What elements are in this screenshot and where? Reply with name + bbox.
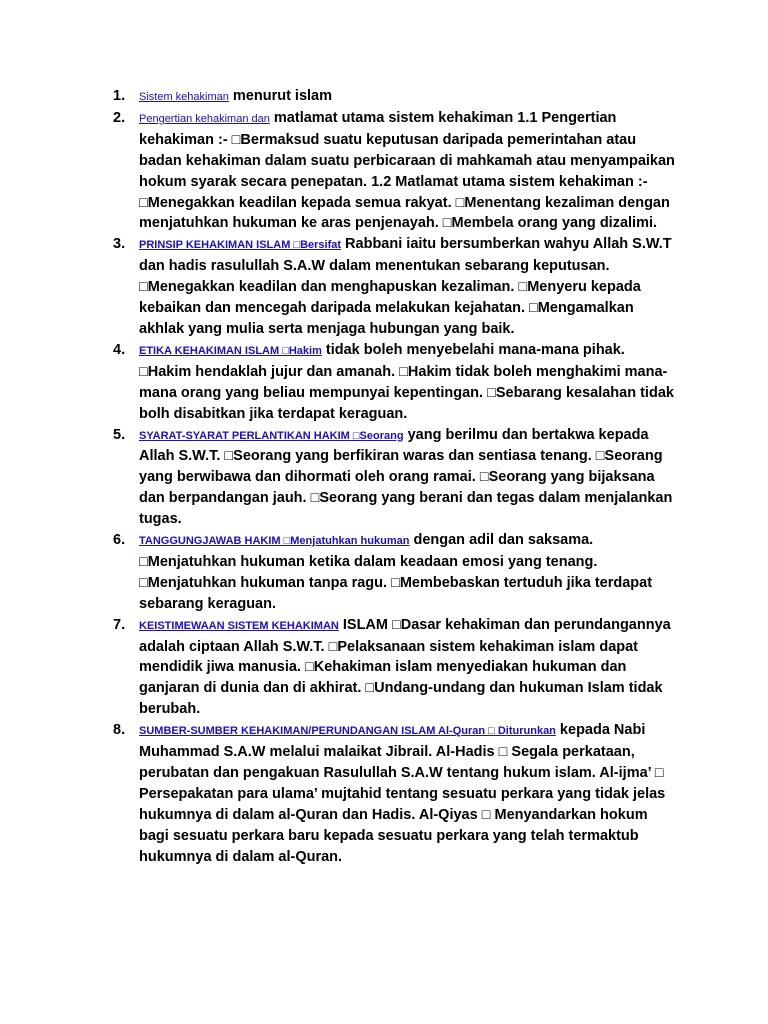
list-item-text: Rabbani iaitu bersumberkan wahyu Allah S.W.T dan hadis rasulullah S.A.W dalam menentukan sebarang keputusan. □Menegakkan keadilan dan menghapuskan kezaliman. □Menyeru kepada kebaikan dan mencegah daripada melakukan kejahatan. □Mengamalkan akhlak yang mulia serta menjaga hubungan yang baik. [139,236,672,337]
list-number: 2. [113,109,126,126]
list-number: 3. [113,236,126,253]
list-number: 8. [113,722,126,739]
list-item [0,615,768,721]
list-item [0,425,768,531]
list-number: 6. [113,532,126,549]
list-number: 1. [113,88,126,104]
link-sistem-kehakiman[interactable]: Sistem kehakiman [139,91,229,103]
document-page [0,86,768,868]
list-item-text: menurut islam [228,88,333,104]
link-sumber-kehakiman[interactable]: SUMBER-SUMBER KEHAKIMAN/PERUNDANGAN ISLAM Al-Quran □ Diturunkan [139,725,556,738]
list-item-text: yang berilmu dan bertakwa kepada Allah S.W.T. □Seorang yang berfikiran waras dan sentiasa tenang. □Seorang yang berwibawa dan dihormati oleh orang ramai. □Seorang yang bijaksana dan berpandangan jauh. □Seorang yang berani dan tegas dalam menjalankan tugas. [139,426,673,528]
list-item-text: dengan adil dan saksama. □Menjatuhkan hukuman ketika dalam keadaan emosi yang tenang. □Menjatuhkan hukuman tanpa ragu. □Membebaskan tertuduh jika terdapat sebarang keraguan. [139,532,653,612]
list-item-text: kepada Nabi Muhammad S.A.W melalui malaikat Jibrail. Al-Hadis □ Segala perkataan, perubatan dan pengakuan Rasulullah S.A.W tentang hukum islam. Al-ijma’ □ Persepakatan para ulama’ mujtahid tentang sesuatu perkara yang tidak jelas hukumnya di dalam al-Quran dan Hadis. Al-Qiyas □ Menyandarkan hokum bagi sesuatu perkara baru kepada sesuatu perkara yang telah termaktub hukumnya di dalam al-Quran. [139,722,666,865]
list-item [0,340,768,425]
link-tanggungjawab-hakim[interactable]: TANGGUNGJAWAB HAKIM □Menjatuhkan hukuman [139,535,410,548]
link-keistimewaan-sistem[interactable]: KEISTIMEWAAN SISTEM KEHAKIMAN [139,619,339,632]
list-item-text: matlamat utama sistem kehakiman 1.1 Pengertian kehakiman :- □Bermaksud suatu keputusan daripada pemerintahan atau badan kehakiman dalam suatu perbicaraan di mahkamah atau menyampaikan hokum syarak secara penepatan. 1.2 Matlamat utama sistem kehakiman :- □Menegakkan keadilan kepada semua rakyat. □Menentang kezaliman dengan menjatuhkan hukuman ke aras penjenayah. □Membela orang yang dizalimi. [139,109,675,232]
list-number: 7. [113,616,126,633]
list-item [0,108,768,234]
link-syarat-perlantikan[interactable]: SYARAT-SYARAT PERLANTIKAN HAKIM □Seorang [139,429,404,442]
list-item-text: ISLAM □Dasar kehakiman dan perundangannya adalah ciptaan Allah S.W.T. □Pelaksanaan sistem kehakiman islam dapat mendidik jiwa manusia. □Kehakiman islam menyediakan hukuman dan ganjaran di dunia dan di akhirat. □Undang-undang dan hukuman Islam tidak berubah. [139,616,671,718]
list-item [0,720,768,867]
list-number: 4. [113,341,126,358]
list-number: 5. [113,426,126,443]
list-item [0,86,768,108]
list-item-text: tidak boleh menyebelahi mana-mana pihak. □Hakim hendaklah jujur dan amanah. □Hakim tidak boleh menghakimi mana-mana orang yang beliau mempunyai kepentingan. □Sebarang kesalahan tidak bolh disabitkan jika terdapat keraguan. [139,341,674,422]
link-prinsip-kehakiman[interactable]: PRINSIP KEHAKIMAN ISLAM □Bersifat [139,239,342,252]
numbered-list [0,86,768,868]
link-etika-kehakiman[interactable]: ETIKA KEHAKIMAN ISLAM □Hakim [139,344,322,357]
list-item [0,530,768,615]
link-pengertian-kehakiman[interactable]: Pengertian kehakiman dan [139,112,270,125]
list-item [0,234,768,340]
